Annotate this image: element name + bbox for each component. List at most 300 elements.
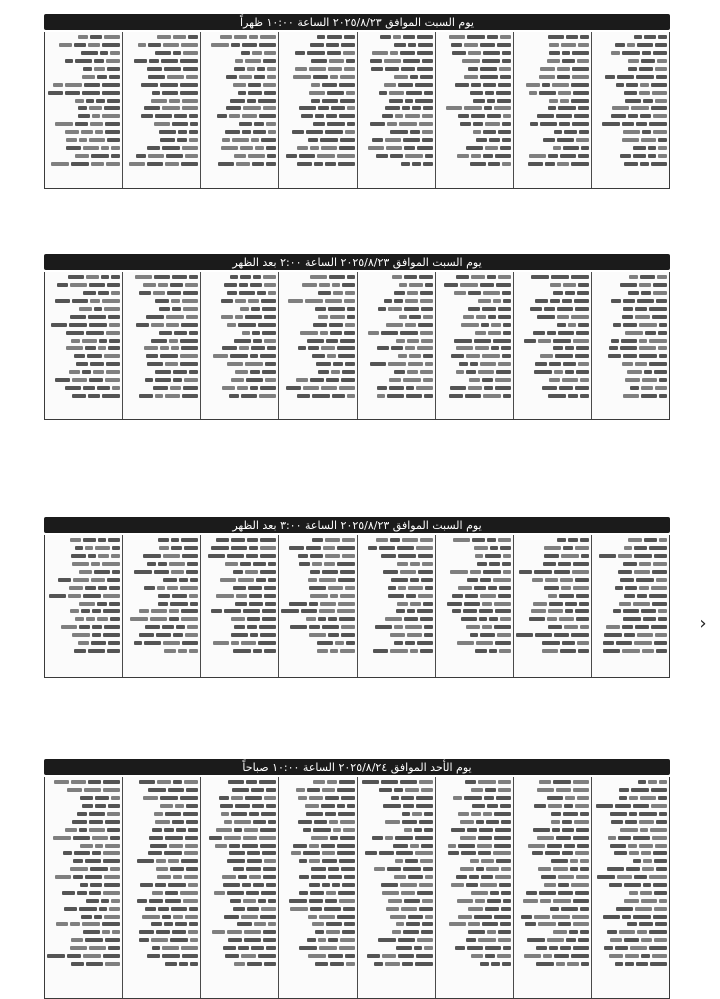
name-word xyxy=(253,339,262,343)
name-line xyxy=(594,568,667,575)
name-word xyxy=(312,538,323,542)
name-word xyxy=(628,114,638,118)
name-word xyxy=(471,83,481,87)
name-word xyxy=(139,609,149,613)
name-word xyxy=(105,122,120,126)
name-word xyxy=(173,51,181,55)
name-word xyxy=(345,323,355,327)
name-word xyxy=(102,930,110,934)
name-word xyxy=(408,43,416,47)
name-line xyxy=(125,369,198,376)
name-word xyxy=(321,146,337,150)
name-word xyxy=(602,122,620,126)
name-word xyxy=(497,633,511,637)
name-word xyxy=(403,138,420,142)
name-word xyxy=(106,331,120,335)
name-line xyxy=(438,113,511,120)
name-word xyxy=(475,649,487,653)
name-line xyxy=(516,376,589,383)
name-word xyxy=(69,586,83,590)
name-line xyxy=(203,144,276,151)
name-word xyxy=(181,538,198,542)
names-column xyxy=(357,535,435,677)
name-word xyxy=(573,562,589,566)
name-word xyxy=(565,370,574,374)
name-word xyxy=(494,844,511,848)
name-word xyxy=(86,99,94,103)
name-word xyxy=(320,602,336,606)
name-word xyxy=(260,844,276,848)
name-word xyxy=(396,946,412,950)
name-line xyxy=(360,129,433,136)
name-word xyxy=(213,641,229,645)
name-word xyxy=(659,780,667,784)
name-word xyxy=(102,394,120,398)
name-word xyxy=(243,836,257,840)
name-word xyxy=(482,625,492,629)
name-word xyxy=(577,796,589,800)
name-word xyxy=(618,836,631,840)
name-word xyxy=(648,780,657,784)
name-word xyxy=(151,323,164,327)
name-word xyxy=(643,99,653,103)
name-word xyxy=(639,562,651,566)
name-word xyxy=(231,378,244,382)
name-line xyxy=(516,937,589,944)
name-word xyxy=(480,75,498,79)
name-word xyxy=(623,609,639,613)
name-word xyxy=(565,602,577,606)
name-line xyxy=(360,639,433,646)
name-word xyxy=(485,954,495,958)
name-word xyxy=(497,43,511,47)
name-word xyxy=(150,617,167,621)
name-line xyxy=(360,795,433,802)
name-line xyxy=(594,834,667,841)
name-word xyxy=(236,594,247,598)
name-word xyxy=(559,122,570,126)
name-line xyxy=(47,34,120,41)
name-word xyxy=(393,844,408,848)
name-line xyxy=(281,881,354,888)
name-word xyxy=(405,788,419,792)
name-word xyxy=(564,844,575,848)
name-word xyxy=(249,602,263,606)
name-word xyxy=(634,554,652,558)
name-word xyxy=(630,386,639,390)
name-word xyxy=(82,75,95,79)
name-word xyxy=(264,586,276,590)
name-word xyxy=(419,820,433,824)
name-word xyxy=(295,67,307,71)
name-word xyxy=(395,114,403,118)
name-word xyxy=(160,796,178,800)
name-word xyxy=(236,162,250,166)
name-word xyxy=(345,362,355,366)
name-word xyxy=(562,59,575,63)
name-word xyxy=(362,780,379,784)
name-line xyxy=(125,952,198,959)
name-word xyxy=(178,649,187,653)
name-word xyxy=(658,146,667,150)
name-word xyxy=(535,633,552,637)
name-word xyxy=(154,275,170,279)
names-column xyxy=(435,32,513,188)
name-word xyxy=(482,59,500,63)
name-word xyxy=(83,930,100,934)
name-word xyxy=(654,370,667,374)
name-line xyxy=(516,545,589,552)
name-word xyxy=(391,578,408,582)
name-word xyxy=(85,546,93,550)
name-line xyxy=(125,545,198,552)
name-line xyxy=(438,787,511,794)
name-line xyxy=(125,105,198,112)
name-word xyxy=(449,394,463,398)
name-line xyxy=(203,584,276,591)
name-word xyxy=(229,394,239,398)
name-line xyxy=(281,298,354,305)
name-line xyxy=(203,105,276,112)
name-word xyxy=(478,780,496,784)
name-word xyxy=(145,378,153,382)
name-line xyxy=(125,929,198,936)
name-line xyxy=(47,298,120,305)
name-word xyxy=(214,891,225,895)
name-word xyxy=(564,130,577,134)
name-word xyxy=(573,946,589,950)
name-word xyxy=(139,291,151,295)
name-word xyxy=(533,602,547,606)
name-word xyxy=(337,804,345,808)
name-word xyxy=(100,51,108,55)
name-word xyxy=(106,59,120,63)
name-word xyxy=(553,930,567,934)
name-word xyxy=(401,67,415,71)
name-word xyxy=(412,162,421,166)
name-word xyxy=(188,828,198,832)
name-word xyxy=(365,851,377,855)
name-word xyxy=(658,346,667,350)
name-word xyxy=(627,370,642,374)
name-word xyxy=(548,35,564,39)
name-word xyxy=(321,346,335,350)
name-word xyxy=(402,538,418,542)
name-word xyxy=(498,275,511,279)
name-word xyxy=(580,907,589,911)
name-word xyxy=(152,91,160,95)
name-word xyxy=(396,922,404,926)
name-word xyxy=(310,554,323,558)
name-word xyxy=(342,370,355,374)
name-line xyxy=(125,121,198,128)
name-word xyxy=(247,962,262,966)
name-line xyxy=(516,889,589,896)
name-word xyxy=(221,812,229,816)
name-word xyxy=(498,130,511,134)
name-word xyxy=(573,788,589,792)
name-word xyxy=(476,138,487,142)
name-word xyxy=(95,844,103,848)
name-word xyxy=(654,859,667,863)
name-word xyxy=(495,641,511,645)
name-word xyxy=(467,828,477,832)
name-line xyxy=(516,298,589,305)
names-column xyxy=(278,535,356,677)
name-word xyxy=(228,780,244,784)
name-word xyxy=(151,339,167,343)
name-word xyxy=(309,633,326,637)
name-word xyxy=(631,106,649,110)
name-word xyxy=(260,386,276,390)
name-word xyxy=(548,106,556,110)
name-word xyxy=(84,788,101,792)
name-word xyxy=(603,641,614,645)
name-word xyxy=(303,851,320,855)
name-word xyxy=(422,138,433,142)
name-line xyxy=(125,298,198,305)
name-line xyxy=(438,321,511,328)
name-word xyxy=(396,851,413,855)
name-line xyxy=(281,639,354,646)
name-word xyxy=(65,83,82,87)
name-word xyxy=(259,780,276,784)
name-line xyxy=(125,850,198,857)
name-word xyxy=(158,538,169,542)
name-line xyxy=(281,810,354,817)
name-word xyxy=(313,828,331,832)
name-line xyxy=(360,624,433,631)
name-word xyxy=(651,625,667,629)
name-word xyxy=(333,291,343,295)
name-word xyxy=(324,907,341,911)
name-word xyxy=(627,43,635,47)
name-word xyxy=(110,617,120,621)
name-word xyxy=(136,154,146,158)
name-word xyxy=(264,859,276,863)
name-word xyxy=(263,875,276,879)
name-word xyxy=(148,154,164,158)
name-word xyxy=(470,91,483,95)
name-word xyxy=(229,114,240,118)
name-line xyxy=(360,600,433,607)
name-word xyxy=(215,844,227,848)
session-block xyxy=(44,14,670,189)
name-word xyxy=(471,891,488,895)
name-word xyxy=(641,851,651,855)
name-word xyxy=(139,394,153,398)
name-word xyxy=(341,625,355,629)
name-word xyxy=(405,346,415,350)
name-word xyxy=(572,915,589,919)
name-word xyxy=(159,546,169,550)
name-word xyxy=(136,323,149,327)
name-word xyxy=(107,99,120,103)
name-word xyxy=(148,75,165,79)
name-word xyxy=(623,354,637,358)
name-line xyxy=(281,537,354,544)
name-word xyxy=(112,386,120,390)
name-word xyxy=(290,625,307,629)
name-line xyxy=(594,321,667,328)
name-word xyxy=(261,812,276,816)
name-line xyxy=(516,858,589,865)
name-word xyxy=(394,75,408,79)
name-word xyxy=(641,899,657,903)
name-line xyxy=(594,345,667,352)
name-word xyxy=(183,291,198,295)
name-word xyxy=(155,51,171,55)
name-word xyxy=(562,299,572,303)
name-word xyxy=(224,283,237,287)
name-line xyxy=(360,305,433,312)
name-word xyxy=(221,315,233,319)
name-line xyxy=(516,121,589,128)
name-word xyxy=(571,99,589,103)
name-word xyxy=(419,780,433,784)
name-word xyxy=(397,546,414,550)
name-line xyxy=(594,592,667,599)
name-line xyxy=(203,160,276,167)
name-line xyxy=(125,874,198,881)
name-word xyxy=(450,386,466,390)
name-line xyxy=(47,376,120,383)
name-word xyxy=(465,594,478,598)
name-word xyxy=(481,875,493,879)
name-word xyxy=(243,899,256,903)
name-word xyxy=(538,922,556,926)
name-word xyxy=(264,91,276,95)
name-word xyxy=(402,820,417,824)
name-line xyxy=(360,89,433,96)
name-word xyxy=(216,594,234,598)
name-line xyxy=(360,850,433,857)
name-word xyxy=(416,386,433,390)
session-heading-bar xyxy=(44,759,670,775)
name-word xyxy=(233,570,243,574)
name-word xyxy=(578,362,589,366)
name-word xyxy=(327,51,341,55)
name-word xyxy=(457,899,473,903)
name-line xyxy=(438,897,511,904)
name-line xyxy=(203,152,276,159)
name-word xyxy=(575,609,589,613)
name-line xyxy=(516,73,589,80)
name-line xyxy=(516,592,589,599)
name-word xyxy=(231,633,248,637)
name-word xyxy=(231,812,247,816)
name-line xyxy=(203,136,276,143)
name-word xyxy=(317,649,328,653)
name-word xyxy=(163,43,179,47)
name-word xyxy=(417,938,433,942)
name-word xyxy=(640,828,648,832)
name-word xyxy=(575,804,589,808)
name-line xyxy=(203,89,276,96)
name-line xyxy=(594,787,667,794)
name-line xyxy=(516,921,589,928)
name-word xyxy=(148,788,166,792)
name-word xyxy=(308,578,317,582)
name-word xyxy=(147,146,160,150)
name-word xyxy=(134,59,147,63)
name-line xyxy=(203,561,276,568)
name-word xyxy=(92,836,108,840)
name-line xyxy=(281,584,354,591)
name-word xyxy=(397,562,408,566)
name-word xyxy=(155,883,166,887)
name-line xyxy=(125,834,198,841)
name-word xyxy=(262,307,276,311)
name-word xyxy=(228,938,242,942)
name-word xyxy=(468,930,485,934)
name-line xyxy=(438,561,511,568)
name-word xyxy=(573,780,589,784)
name-line xyxy=(47,345,120,352)
name-word xyxy=(247,99,256,103)
name-word xyxy=(637,633,653,637)
name-word xyxy=(344,35,355,39)
name-word xyxy=(244,938,261,942)
name-word xyxy=(387,394,404,398)
name-word xyxy=(573,922,589,926)
name-word xyxy=(657,59,667,63)
name-word xyxy=(469,875,479,879)
name-word xyxy=(401,162,410,166)
name-word xyxy=(250,386,258,390)
name-word xyxy=(372,51,388,55)
name-word xyxy=(385,962,400,966)
name-word xyxy=(540,354,553,358)
name-word xyxy=(74,354,85,358)
name-word xyxy=(231,617,245,621)
name-word xyxy=(265,378,276,382)
name-word xyxy=(640,83,649,87)
name-line xyxy=(516,576,589,583)
names-column xyxy=(513,777,591,998)
name-word xyxy=(459,362,468,366)
name-word xyxy=(253,130,266,134)
name-line xyxy=(203,952,276,959)
name-word xyxy=(611,820,623,824)
name-word xyxy=(498,938,511,942)
name-word xyxy=(642,130,651,134)
name-word xyxy=(69,370,80,374)
name-word xyxy=(94,915,102,919)
name-line xyxy=(125,392,198,399)
name-word xyxy=(635,907,652,911)
name-word xyxy=(654,938,667,942)
name-word xyxy=(211,546,229,550)
name-word xyxy=(460,867,474,871)
name-word xyxy=(333,362,343,366)
name-word xyxy=(167,586,178,590)
name-word xyxy=(486,867,499,871)
name-line xyxy=(594,282,667,289)
name-word xyxy=(305,299,323,303)
name-word xyxy=(78,641,89,645)
name-word xyxy=(181,609,198,613)
name-line xyxy=(594,639,667,646)
name-line xyxy=(516,329,589,336)
name-word xyxy=(497,99,511,103)
name-word xyxy=(554,633,569,637)
name-word xyxy=(555,354,573,358)
name-word xyxy=(138,43,146,47)
chevron-right-icon[interactable]: › xyxy=(699,613,707,634)
name-word xyxy=(267,67,276,71)
name-word xyxy=(339,946,355,950)
